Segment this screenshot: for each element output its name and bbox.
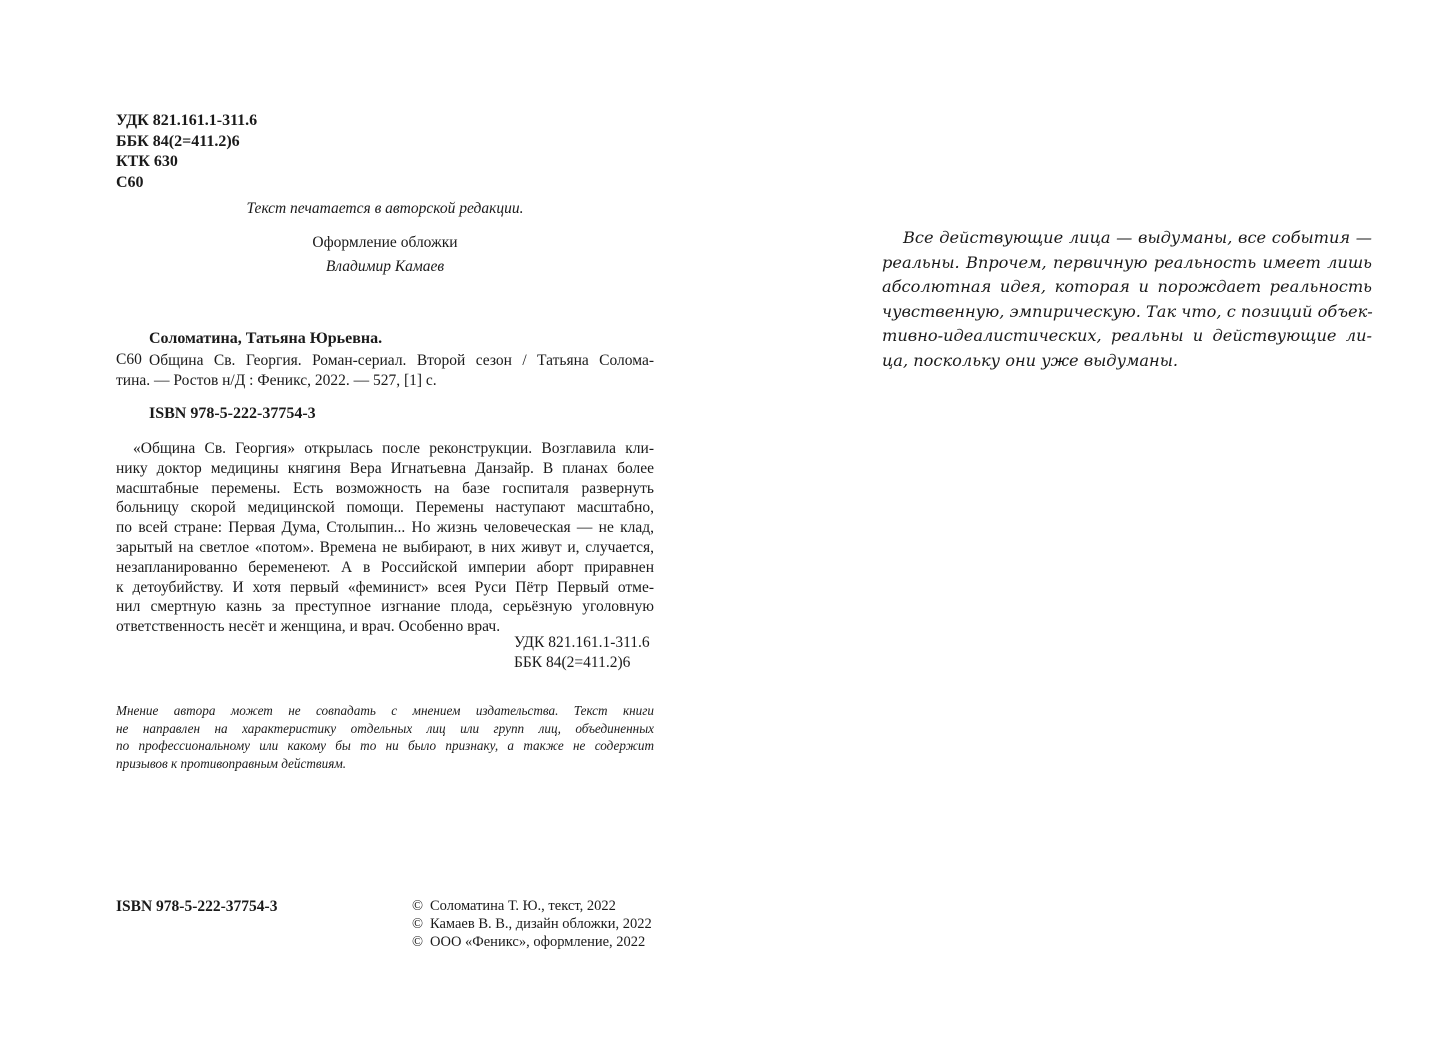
disclaimer-line: призывов к противоправным действиям.	[116, 755, 347, 771]
abstract-line: больницу скорой медицинской помощи. Перемены наступают масштабно,	[116, 499, 654, 517]
record-author: Соломатина, Татьяна Юрьевна.	[149, 330, 383, 347]
left-page	[0, 0, 722, 1045]
ktk-code: КТК 630	[116, 153, 178, 170]
cover-designer-name: Владимир Камаев	[325, 258, 445, 275]
bib-line: Община Св. Георгия. Роман-сериал. Второй сезон / Татьяна Солома-	[149, 352, 654, 369]
epigraph	[882, 226, 1372, 374]
disclaimer-line: по профессиональному или какому бы то ни было признаку, а также не содержит	[116, 738, 654, 753]
record-code: С60	[116, 351, 142, 368]
publisher-disclaimer	[116, 702, 654, 772]
copyright-icon: ©	[412, 915, 424, 932]
author-mark: С60	[116, 173, 144, 191]
copyright-line: © ООО «Феникс», оформление, 2022	[412, 933, 646, 950]
abstract-line: к детоубийству. И хотя первый «феминист» всея Руси Пётр Первый отме-	[116, 578, 654, 596]
cover-design-title: Оформление обложки	[312, 234, 458, 251]
right-page	[722, 0, 1445, 1045]
epigraph-line: чувственную, эмпирическую. Так что, с позиций объек-	[882, 301, 1373, 321]
abstract-line: зарытый на светлое «потом». Времена не выбирают, в них живут и, случается,	[116, 538, 654, 556]
abstract-line: нику доктор медицины княгиня Вера Игнатьевна Данзайр. В планах более	[116, 459, 654, 477]
epigraph-line: Все действующие лица — выдуманы, все события —	[903, 228, 1372, 247]
bib-line: тина. — Ростов н/Д : Феникс, 2022. — 527, [1] с.	[116, 372, 437, 389]
abstract-line: масштабные перемены. Есть возможность на базе госпиталя развернуть	[116, 479, 654, 497]
edition-note: Текст печатается в авторской редакции.	[246, 200, 524, 217]
epigraph-line: реальны. Впрочем, первичную реальность имеет лишь	[882, 252, 1372, 272]
copyright-icon: ©	[412, 933, 424, 950]
abstract-line: «Община Св. Георгия» открылась после реконструкции. Возглавила кли-	[133, 440, 654, 457]
bbk-code: ББК 84(2=411.2)6	[116, 132, 240, 150]
epigraph-line: абсолютная идея, которая и порождает реальность	[882, 277, 1372, 297]
epigraph-line: тивно-идеалистических, реальны и действующие ли-	[882, 326, 1372, 346]
classification-codes	[116, 111, 257, 193]
bbk-code-bottom: ББК 84(2=411.2)6	[514, 654, 631, 671]
epigraph-line: ца, поскольку они уже выдуманы.	[882, 350, 1179, 370]
copyright-block	[412, 898, 652, 951]
abstract-line: ответственность несёт и женщина, и врач. Особенно врач.	[116, 618, 501, 636]
udk-code: УДК 821.161.1-311.6	[116, 112, 258, 129]
abstract	[116, 439, 654, 637]
disclaimer-line: не направлен на характеристику отдельных лиц или групп лиц, объединенных	[116, 720, 654, 736]
udk-code-bottom: УДК 821.161.1-311.6	[514, 634, 650, 651]
abstract-line: незапланированно беременеют. А в Российской империи аборт приравнен	[116, 558, 654, 576]
abstract-line: по всей стране: Первая Дума, Столыпин... Но жизнь человеческая — не клад,	[116, 519, 654, 537]
copyright-line: © Камаев В. В., дизайн обложки, 2022	[412, 915, 652, 932]
abstract-line: нил смертную казнь за преступное изгнание плода, серьёзную уголовную	[116, 598, 654, 616]
disclaimer-line: Мнение автора может не совпадать с мнением издательства. Текст книги	[116, 703, 654, 718]
isbn-top: ISBN 978-5-222-37754-3	[149, 405, 316, 422]
classification-codes-bottom	[514, 633, 650, 673]
isbn-bottom: ISBN 978-5-222-37754-3	[116, 898, 278, 915]
copyright-icon: ©	[412, 898, 424, 914]
copyright-line: © Соломатина Т. Ю., текст, 2022	[412, 898, 616, 914]
